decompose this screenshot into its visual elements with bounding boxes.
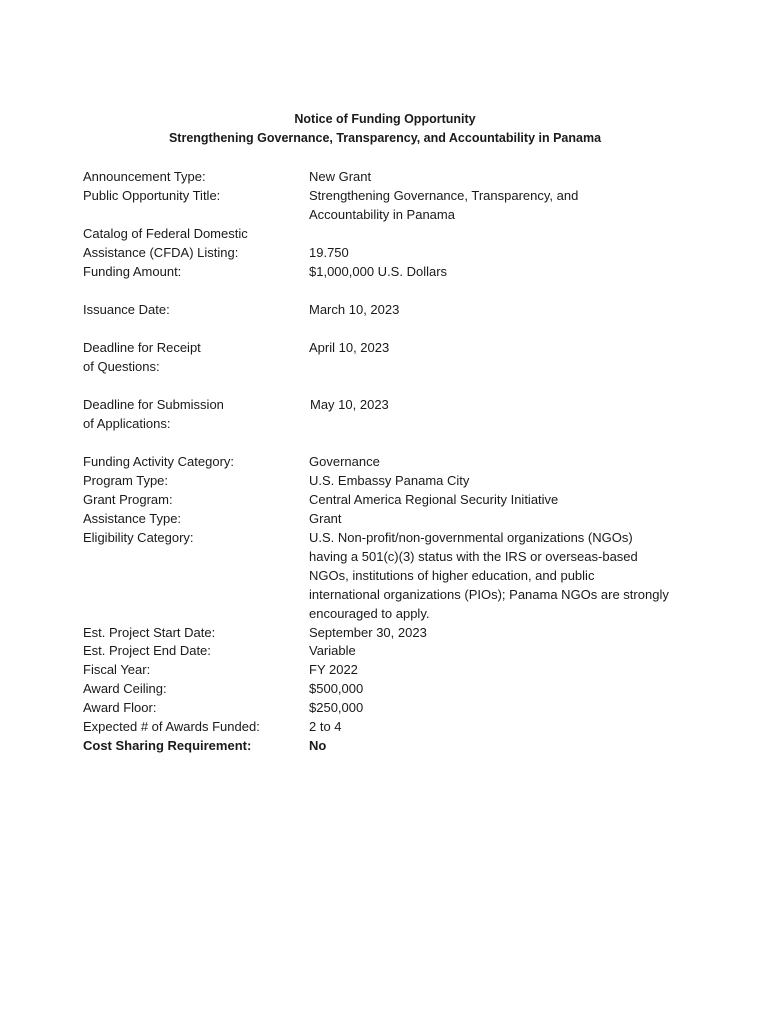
field-label: Announcement Type: bbox=[83, 169, 206, 184]
field-label: Funding Activity Category: bbox=[83, 454, 235, 469]
field-value: No bbox=[309, 738, 327, 753]
field-value-line: Strengthening Governance, Transparency, and bbox=[309, 188, 579, 203]
field-label bbox=[83, 224, 303, 262]
field-value: New Grant bbox=[309, 169, 372, 184]
field-label: Fiscal Year: bbox=[83, 662, 151, 677]
field-label: Cost Sharing Requirement: bbox=[83, 738, 252, 753]
field-label: Expected # of Awards Funded: bbox=[83, 719, 260, 734]
field-label: Grant Program: bbox=[83, 492, 173, 507]
field-label: Public Opportunity Title: bbox=[83, 188, 221, 203]
field-value: Grant bbox=[309, 511, 342, 526]
field-value-line: encouraged to apply. bbox=[309, 606, 430, 621]
field-value: U.S. Embassy Panama City bbox=[309, 473, 470, 488]
field-label: Award Ceiling: bbox=[83, 681, 167, 696]
field-value: FY 2022 bbox=[309, 662, 358, 677]
field-value-line: NGOs, institutions of higher education, and public bbox=[309, 568, 595, 583]
field-value: $250,000 bbox=[309, 700, 364, 715]
field-value bbox=[309, 528, 694, 623]
field-label bbox=[83, 395, 303, 433]
field-label: Award Floor: bbox=[83, 700, 157, 715]
notice-title-block bbox=[0, 110, 770, 148]
field-value-line: Accountability in Panama bbox=[309, 207, 455, 222]
field-value: $500,000 bbox=[309, 681, 364, 696]
field-value: 19.750 bbox=[309, 245, 349, 260]
field-value: April 10, 2023 bbox=[309, 340, 390, 355]
field-value-line: having a 501(c)(3) status with the IRS or overseas-based bbox=[309, 549, 638, 564]
field-value: September 30, 2023 bbox=[309, 625, 427, 640]
field-label-line: of Questions: bbox=[83, 359, 160, 374]
field-label-line: Assistance (CFDA) Listing: bbox=[83, 245, 239, 260]
field-label: Program Type: bbox=[83, 473, 169, 488]
field-value: May 10, 2023 bbox=[310, 397, 389, 412]
field-label: Est. Project Start Date: bbox=[83, 625, 216, 640]
field-label bbox=[83, 338, 303, 376]
field-value: Variable bbox=[309, 643, 356, 658]
field-label-line: Deadline for Receipt bbox=[83, 340, 201, 355]
field-label: Assistance Type: bbox=[83, 511, 182, 526]
field-label-line: Catalog of Federal Domestic bbox=[83, 226, 248, 241]
notice-heading: Notice of Funding Opportunity bbox=[294, 112, 476, 126]
field-label: Est. Project End Date: bbox=[83, 643, 211, 658]
field-value: March 10, 2023 bbox=[309, 302, 400, 317]
field-value bbox=[309, 186, 694, 224]
notice-subheading: Strengthening Governance, Transparency, and Accountability in Panama bbox=[168, 131, 602, 145]
field-value: Central America Regional Security Initiative bbox=[309, 492, 559, 507]
field-label-line: of Applications: bbox=[83, 416, 171, 431]
field-label: Funding Amount: bbox=[83, 264, 182, 279]
field-value-line: international organizations (PIOs); Panama NGOs are strongly bbox=[309, 587, 669, 602]
field-value: 2 to 4 bbox=[309, 719, 342, 734]
field-value-line: U.S. Non-profit/non-governmental organizations (NGOs) bbox=[309, 530, 633, 545]
field-label-line: Deadline for Submission bbox=[83, 397, 224, 412]
field-label: Eligibility Category: bbox=[83, 530, 194, 545]
field-value: Governance bbox=[309, 454, 380, 469]
field-label: Issuance Date: bbox=[83, 302, 170, 317]
field-value: $1,000,000 U.S. Dollars bbox=[309, 264, 448, 279]
